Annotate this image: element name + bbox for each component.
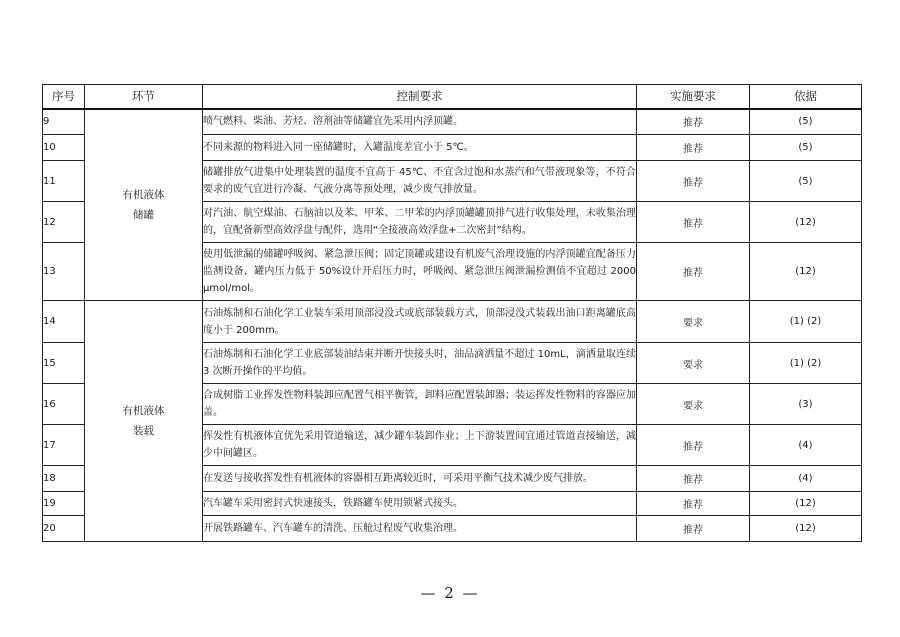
row-no: 15	[43, 343, 85, 384]
stage-loading-cell	[85, 301, 203, 542]
row-implementation: 要求	[637, 343, 750, 384]
row-no: 10	[43, 135, 85, 161]
row-no: 17	[43, 425, 85, 466]
stage-storage-cell	[85, 109, 203, 301]
row-basis: (5)	[750, 109, 862, 135]
row-implementation: 推荐	[637, 425, 750, 466]
row-basis: (12)	[750, 492, 862, 516]
row-requirement: 汽车罐车采用密封式快速接头，铁路罐车使用锁紧式接头。	[203, 492, 637, 516]
table-row	[43, 109, 862, 135]
row-implementation: 推荐	[637, 202, 750, 243]
row-basis: (1) (2)	[750, 343, 862, 384]
row-requirement: 喷气燃料、柴油、芳烃、溶剂油等储罐宜先采用内浮顶罐。	[203, 109, 637, 135]
stage-storage-line2: 储罐	[133, 208, 154, 221]
stage-loading-line1: 有机液体	[122, 405, 165, 417]
row-requirement: 储罐排放气进集中处理装置的温度不宜高于 45℃、不宜含过饱和水蒸汽和气带液现象等，不符合要求的废气宜进行冷凝、气液分离等预处理，减少废气排放量。	[203, 161, 637, 202]
row-basis: (5)	[750, 135, 862, 161]
row-basis: (4)	[750, 466, 862, 492]
row-no: 19	[43, 492, 85, 516]
row-basis: (4)	[750, 425, 862, 466]
row-implementation: 推荐	[637, 161, 750, 202]
row-basis: (12)	[750, 516, 862, 542]
row-no: 12	[43, 202, 85, 243]
row-implementation: 要求	[637, 384, 750, 425]
row-implementation: 推荐	[637, 109, 750, 135]
row-implementation: 推荐	[637, 243, 750, 301]
row-basis: (1) (2)	[750, 301, 862, 343]
row-no: 9	[43, 109, 85, 135]
control-requirements-table	[42, 84, 862, 542]
table-header-row	[43, 85, 862, 109]
page-number: — 2 —	[420, 584, 480, 602]
row-basis: (5)	[750, 161, 862, 202]
row-requirement: 挥发性有机液体宜优先采用管道输送，减少罐车装卸作业；上下游装置间宜通过管道直接输送，减少中间罐区。	[203, 425, 637, 466]
row-no: 18	[43, 466, 85, 492]
stage-loading-line2: 装载	[133, 425, 154, 437]
row-implementation: 要求	[637, 301, 750, 343]
header-implementation: 实施要求	[637, 85, 750, 109]
row-requirement: 合成树脂工业挥发性物料装卸应配置气相平衡管，卸料应配置装卸器；装运挥发性物料的容器应加盖。	[203, 384, 637, 425]
table-row	[43, 301, 862, 343]
row-requirement: 石油炼制和石油化学工业装车采用顶部浸没式或底部装载方式，顶部浸没式装载出油口距离罐底高度小于 200mm。	[203, 301, 637, 343]
row-no: 11	[43, 161, 85, 202]
row-requirement: 使用低泄漏的储罐呼吸阀、紧急泄压阀；固定顶罐或建设有机废气治理设施的内浮顶罐宜配备压力监测设备，罐内压力低于 50%设计开启压力时，呼吸阀、紧急泄压阀泄漏检测值不宜超过 2000 μmol/mol。	[203, 243, 637, 301]
row-basis: (12)	[750, 243, 862, 301]
stage-storage-line1: 有机液体	[122, 188, 165, 201]
row-requirement: 不同来源的物料进入同一座储罐时，入罐温度差宜小于 5℃。	[203, 135, 637, 161]
row-implementation: 推荐	[637, 135, 750, 161]
row-no: 14	[43, 301, 85, 343]
header-basis: 依据	[750, 85, 862, 109]
row-basis: (3)	[750, 384, 862, 425]
row-requirement: 开展铁路罐车、汽车罐车的清洗、压舱过程废气收集治理。	[203, 516, 637, 542]
row-requirement: 石油炼制和石油化学工业底部装油结束并断开快接头时，油品滴洒量不超过 10mL，滴洒量取连续 3 次断开操作的平均值。	[203, 343, 637, 384]
row-requirement: 对汽油、航空煤油、石脑油以及苯、甲苯、二甲苯的内浮顶罐罐顶排气进行收集处理，未收集治理的，宜配备新型高效浮盘与配件，选用“全接液高效浮盘+二次密封”结构。	[203, 202, 637, 243]
row-requirement: 在发送与接收挥发性有机液体的容器相互距离较近时，可采用平衡气技术减少废气排放。	[203, 466, 637, 492]
row-no: 20	[43, 516, 85, 542]
header-stage: 环节	[85, 85, 203, 109]
row-implementation: 推荐	[637, 466, 750, 492]
row-implementation: 推荐	[637, 492, 750, 516]
row-no: 13	[43, 243, 85, 301]
row-basis: (12)	[750, 202, 862, 243]
header-requirement: 控制要求	[203, 85, 637, 109]
row-no: 16	[43, 384, 85, 425]
row-implementation: 推荐	[637, 516, 750, 542]
header-no: 序号	[43, 85, 85, 109]
